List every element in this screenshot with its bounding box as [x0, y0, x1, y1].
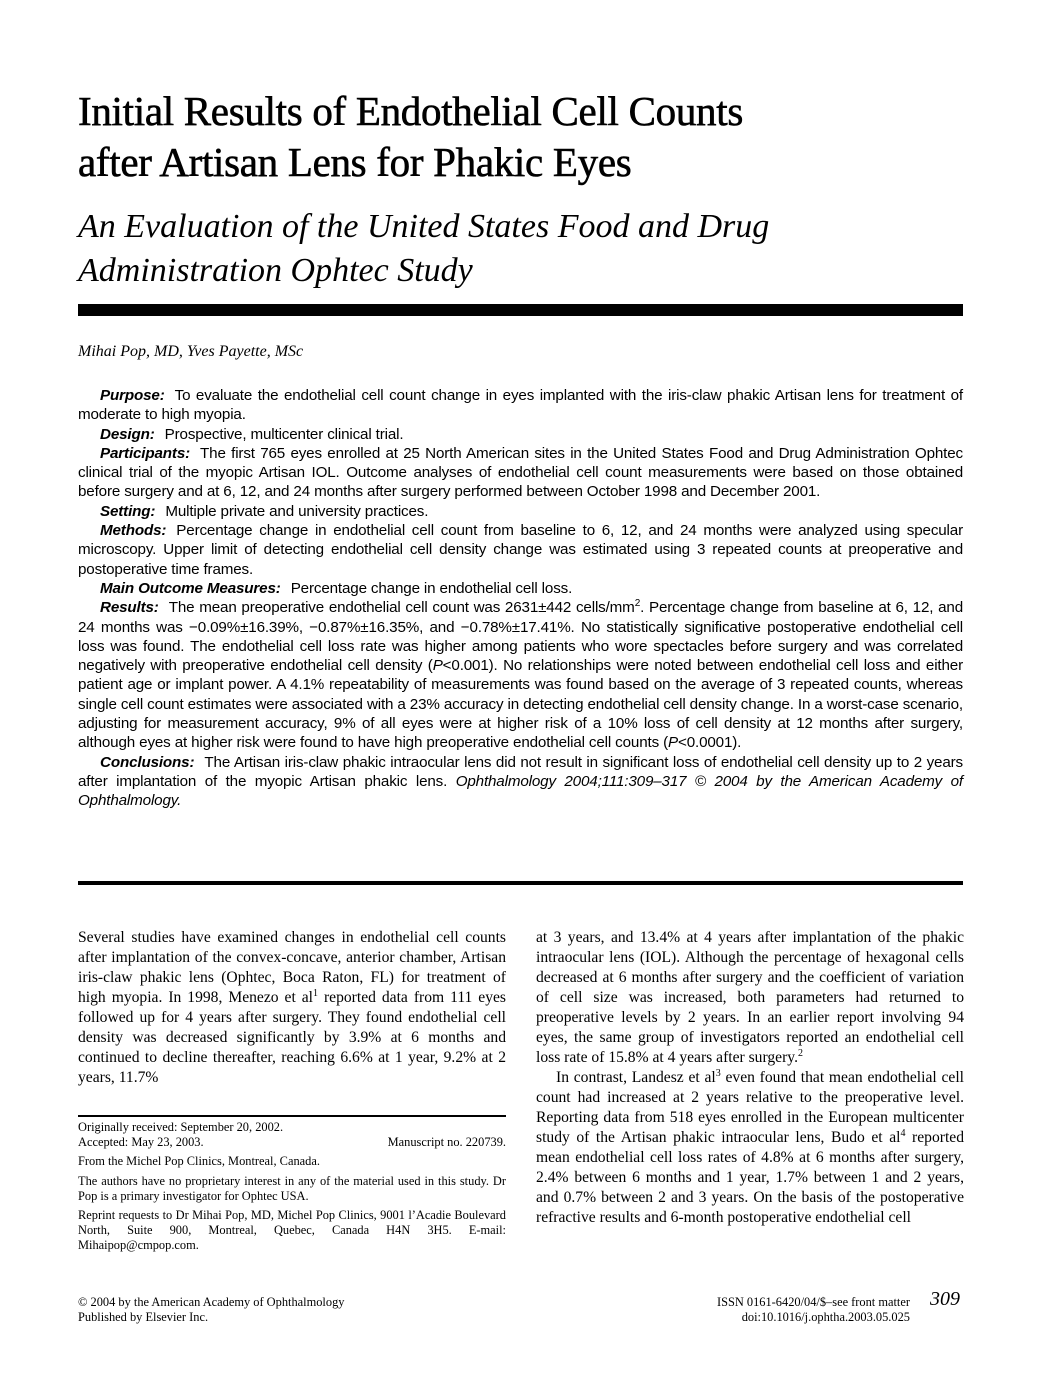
abstract-label: Design:	[100, 425, 155, 443]
reference-marker: 3	[715, 1068, 721, 1079]
abstract-text: The first 765 eyes enrolled at 25 North American sites in the United States Food and Drug Administration Ophtec clinical trial of the myopic Artisan IOL. Outcome analyses of endothelial cell count measurements were based on those obtained before surgery and at 6, 12, and 24 months after surgery performed between October 1998 and December 2001.	[78, 444, 963, 501]
body-text: at 3 years, and 13.4% at 4 years after implantation of the phakic intraocular lens (IOL). Although the percentage of hexagonal cells decreased at 6 months after surgery and the coefficient of variation of cell size was increased, both parameters had returned to preoperative levels by 2 years. In an earlier report involving 94 eyes, the same group of investigators reported an endothelial cell loss rate of 15.8% at 4 years after surgery.	[536, 929, 964, 1066]
footer-left	[78, 1295, 344, 1325]
abstract-text: Prospective, multicenter clinical trial.	[164, 425, 404, 443]
reference-marker: 2	[797, 1048, 803, 1059]
body-text: reported data from 111 eyes followed up for 4 years after surgery. They found endothelial cell density was decreased significantly by 3.9% at 6 months and continued to decline thereafter, reaching 6.6% at 1 year, 9.2% at 2 years, 11.7%	[78, 989, 507, 1086]
abstract-text: Multiple private and university practices.	[165, 502, 429, 520]
abstract-main-outcome	[78, 579, 963, 598]
doi: doi:10.1016/j.ophtha.2003.05.025	[741, 1310, 910, 1325]
abstract-text: The mean preoperative endothelial cell count was 2631±442 cells/mm	[168, 599, 635, 617]
abstract-text: The Artisan iris-claw phakic intraocular lens did not result in significant loss of endothelial cell density up to 2 years after implantation of the myopic Artisan phakic lens.	[78, 753, 963, 790]
authors: Mihai Pop, MD, Yves Payette, MSc	[78, 343, 304, 360]
abstract-label: Main Outcome Measures:	[100, 579, 281, 597]
abstract-setting	[78, 502, 963, 521]
article-title	[78, 86, 978, 188]
abstract-label: Setting:	[100, 502, 156, 520]
body-paragraph	[536, 1068, 964, 1228]
abstract-label: Conclusions:	[100, 753, 195, 771]
subtitle-line: Administration Ophtec Study	[78, 252, 473, 289]
reference-marker: 4	[900, 1128, 906, 1139]
issn: ISSN 0161-6420/04/$–see front matter	[716, 1295, 910, 1309]
accepted-row	[78, 1135, 506, 1150]
title-line: after Artisan Lens for Phakic Eyes	[78, 139, 632, 185]
reference-marker: 1	[313, 988, 318, 999]
body-text: Several studies have examined changes in endothelial cell counts after implantation of the convex-concave, anterior chamber, Artisan iris-claw phakic lens (Ophtec, Boca Raton, FL) for treatment of high myopia. In 1998, Menezo et al	[78, 929, 506, 1006]
abstract-label: Participants:	[100, 444, 191, 462]
abstract-methods	[78, 521, 963, 579]
footnotes	[78, 1120, 506, 1258]
abstract	[78, 386, 963, 811]
body-paragraph	[536, 928, 964, 1068]
abstract-text: . Percentage change from baseline at 6, 12, and 24 months was −0.09%±16.39%, −0.87%±16.35%, and −0.78%±17.41%. No statistically significative postoperative endothelial cell loss was found. The endothelial cell loss rate was higher among patients who wore spectacles before surgery and was correlated negatively with preoperative endothelial cell density (	[78, 599, 963, 675]
body-column-right	[536, 928, 964, 1228]
reprint-requests: Reprint requests to Dr Mihai Pop, MD, Michel Pop Clinics, 9001 l’Acadie Boulevard North, Suite 900, Montreal, Quebec, Canada H4N 3H5. E-mail: Mihaipop@cmpop.com.	[78, 1208, 506, 1253]
body-column-left	[78, 928, 506, 1088]
subtitle-line: An Evaluation of the United States Food and Drug	[78, 208, 770, 245]
body-text: In contrast, Landesz et al	[556, 1069, 716, 1086]
abstract-text: Percentage change in endothelial cell count from baseline to 6, 12, and 24 months were analyzed using specular microscopy. Upper limit of detecting endothelial cell density change was estimated using 3 repeated counts at preoperative and postoperative time frames.	[78, 522, 963, 578]
copyright: © 2004 by the American Academy of Ophthalmology	[78, 1295, 345, 1309]
superscript: 2	[634, 598, 641, 610]
abstract-text: To evaluate the endothelial cell count change in eyes implanted with the iris-claw phakic Artisan lens for treatment of moderate to high myopia.	[78, 387, 963, 424]
abstract-divider	[78, 881, 963, 885]
abstract-text: Percentage change in endothelial cell loss.	[290, 579, 573, 597]
page-number: 309	[930, 1288, 960, 1310]
footnote-divider	[78, 1115, 506, 1117]
abstract-purpose	[78, 386, 963, 425]
abstract-label: Purpose:	[100, 387, 165, 404]
title-line: Initial Results of Endothelial Cell Counts	[78, 88, 743, 134]
body-paragraph	[78, 928, 506, 1088]
body-text: even found that mean endothelial cell count had increased at 2 years relative to the preoperative level. Reporting data from 518 eyes enrolled in the European multicenter study of the Artisan phakic intraocular lens, Budo et al	[536, 1069, 964, 1146]
publisher: Published by Elsevier Inc.	[78, 1310, 209, 1325]
abstract-results	[78, 598, 963, 752]
accepted-date: Accepted: May 23, 2003.	[78, 1135, 204, 1150]
abstract-label: Results:	[100, 599, 159, 617]
manuscript-number: Manuscript no. 220739.	[387, 1135, 506, 1150]
article-subtitle	[78, 205, 978, 293]
abstract-design	[78, 425, 963, 444]
abstract-conclusions	[78, 753, 963, 811]
abstract-text: <0.001). No relationships were noted between endothelial cell loss and either patient age or implant power. A 4.1% repeatability of measurements was found based on the average of 3 repeated counts, whereas single cell count estimates were associated with a 23% accuracy in detecting endothelial cell density change. In a worst-case scenario, adjusting for measurement accuracy, 9% of all eyes were at higher risk of a 10% loss of cell density at 12 months after surgery, although eyes at higher risk were found to have high preoperative endothelial cell counts (	[78, 657, 964, 752]
abstract-text: <0.0001).	[678, 734, 742, 752]
disclosure: The authors have no proprietary interest in any of the material used in this study. Dr Pop is a primary investigator for Ophtec USA.	[78, 1173, 506, 1203]
journal-citation: Ophthalmology 2004;111:309–317 © 2004 by the American Academy of Ophthalmology.	[78, 772, 963, 810]
p-value-symbol: P	[432, 657, 443, 675]
affiliation: From the Michel Pop Clinics, Montreal, Canada.	[78, 1154, 320, 1169]
footer-right	[700, 1295, 910, 1325]
body-text: reported mean endothelial cell loss rates of 4.8% at 6 months after surgery, 2.4% between 6 months and 1 year, 1.7% between 1 and 2 years, and 0.7% between 2 and 3 years. On the basis of the postoperative refractive results and 6-month postoperative endothelial cell	[536, 1129, 964, 1226]
title-divider	[78, 304, 963, 316]
abstract-label: Methods:	[100, 522, 167, 540]
abstract-participants	[78, 444, 963, 502]
p-value-symbol: P	[668, 734, 678, 752]
received-date: Originally received: September 20, 2002.	[78, 1120, 284, 1134]
